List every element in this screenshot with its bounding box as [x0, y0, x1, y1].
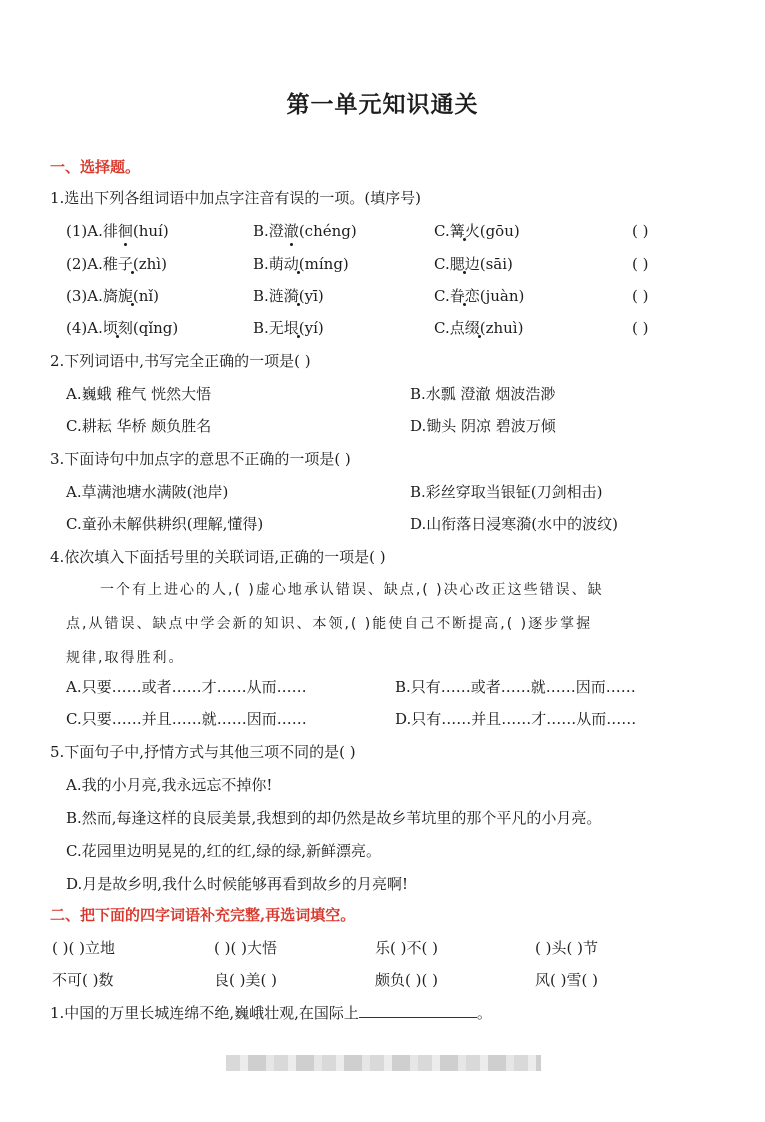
- q1-row3-answer-bracket[interactable]: ( ): [632, 287, 649, 305]
- fill-row1-item-2[interactable]: ( )( )大悟: [214, 939, 277, 957]
- page-title: 第一单元知识通关: [286, 91, 479, 118]
- q4-passage-line-3: 规律,取得胜利。: [66, 650, 185, 666]
- fill-row1-item-1[interactable]: ( )( )立地: [52, 939, 115, 957]
- question-4-stem: 4.依次填入下面括号里的关联词语,正确的一项是( ): [50, 548, 386, 566]
- q3-option-b: B.彩丝穿取当银钲(刀剑相击): [410, 483, 603, 501]
- q1-row4-option-a: (4)A.顷刻(qǐng): [66, 319, 179, 337]
- q2-option-a: A.巍蛾 稚气 恍然大悟: [66, 385, 212, 403]
- q5-option-d: D.月是故乡明,我什么时候能够再看到故乡的月亮啊!: [66, 875, 409, 893]
- q5-option-c: C.花园里边明晃晃的,红的红,绿的绿,新鲜漂亮。: [66, 842, 382, 860]
- fill-row2-item-3[interactable]: 颇负( )( ): [375, 971, 438, 989]
- q2-option-d: D.锄头 阴凉 碧波万倾: [410, 417, 556, 435]
- fill-row2-item-1[interactable]: 不可( )数: [52, 971, 114, 989]
- q1-row1-option-c: C.篝火(gōu): [434, 222, 520, 240]
- question-2-stem: 2.下列词语中,书写完全正确的一项是( ): [50, 352, 311, 370]
- q5-option-a: A.我的小月亮,我永远忘不掉你!: [66, 776, 273, 794]
- q1-row1-option-b: B.澄澈(chéng): [253, 222, 357, 240]
- q1-row3-option-b: B.涟漪(yī): [253, 287, 324, 305]
- q1-row2-option-c: C.腮边(sāi): [434, 255, 513, 273]
- q1-row2-answer-bracket[interactable]: ( ): [632, 255, 649, 273]
- fill-row1-item-4[interactable]: ( )头( )节: [535, 939, 598, 957]
- q1-row1-option-a: (1)A.徘徊(huí): [66, 222, 169, 240]
- q1-row1-answer-bracket[interactable]: ( ): [632, 222, 649, 240]
- q1-row3-option-c: C.眷恋(juàn): [434, 287, 525, 305]
- fill-question-1-end: 。: [476, 1004, 492, 1022]
- fill-question-1: [50, 1003, 492, 1023]
- q4-option-d: D.只有……并且……才……从而……: [395, 710, 637, 728]
- q2-option-b: B.水瓢 澄澈 烟波浩渺: [410, 385, 556, 403]
- question-3-stem: 3.下面诗句中加点字的意思不正确的一项是( ): [50, 450, 351, 468]
- q1-row3-option-a: (3)A.旖旎(nǐ): [66, 287, 160, 305]
- q3-option-a: A.草满池塘水满陂(池岸): [66, 483, 229, 501]
- blurred-watermark: [226, 1055, 541, 1071]
- fill-question-1-blank[interactable]: [359, 1003, 477, 1018]
- q5-option-b: B.然而,每逢这样的良辰美景,我想到的却仍然是故乡苇坑里的那个平凡的小月亮。: [66, 809, 602, 827]
- q4-option-a: A.只要……或者……才……从而……: [66, 678, 307, 696]
- q1-row2-option-b: B.萌动(míng): [253, 255, 349, 273]
- question-5-stem: 5.下面句子中,抒情方式与其他三项不同的是( ): [50, 743, 356, 761]
- q1-row2-option-a: (2)A.稚子(zhì): [66, 255, 167, 273]
- q3-option-d: D.山衔落日浸寒漪(水中的波纹): [410, 515, 618, 533]
- fill-row1-item-3[interactable]: 乐( )不( ): [375, 939, 438, 957]
- q4-option-c: C.只要……并且……就……因而……: [66, 710, 307, 728]
- section-heading-fill-in: 二、把下面的四字词语补充完整,再选词填空。: [50, 906, 356, 924]
- section-heading-choice: 一、选择题。: [50, 158, 141, 176]
- q2-option-c: C.耕耘 华桥 颇负胜名: [66, 417, 212, 435]
- fill-question-1-text: 1.中国的万里长城连绵不绝,巍峨壮观,在国际上: [50, 1004, 359, 1022]
- question-1-stem: 1.选出下列各组词语中加点字注音有误的一项。(填序号): [50, 189, 422, 207]
- q4-option-b: B.只有……或者……就……因而……: [395, 678, 636, 696]
- q1-row4-option-c: C.点缀(zhuì): [434, 319, 524, 337]
- q1-row4-option-b: B.无垠(yí): [253, 319, 324, 337]
- q1-row4-answer-bracket[interactable]: ( ): [632, 319, 649, 337]
- q4-passage-line-1: 一个有上进心的人,( )虚心地承认错误、缺点,( )决心改正这些错误、缺: [100, 582, 604, 598]
- fill-row2-item-4[interactable]: 风( )雪( ): [535, 971, 598, 989]
- q3-option-c: C.童孙未解供耕织(理解,懂得): [66, 515, 264, 533]
- q4-passage-line-2: 点,从错误、缺点中学会新的知识、本领,( )能使自己不断提高,( )逐步掌握: [66, 616, 593, 632]
- fill-row2-item-2[interactable]: 良( )美( ): [214, 971, 277, 989]
